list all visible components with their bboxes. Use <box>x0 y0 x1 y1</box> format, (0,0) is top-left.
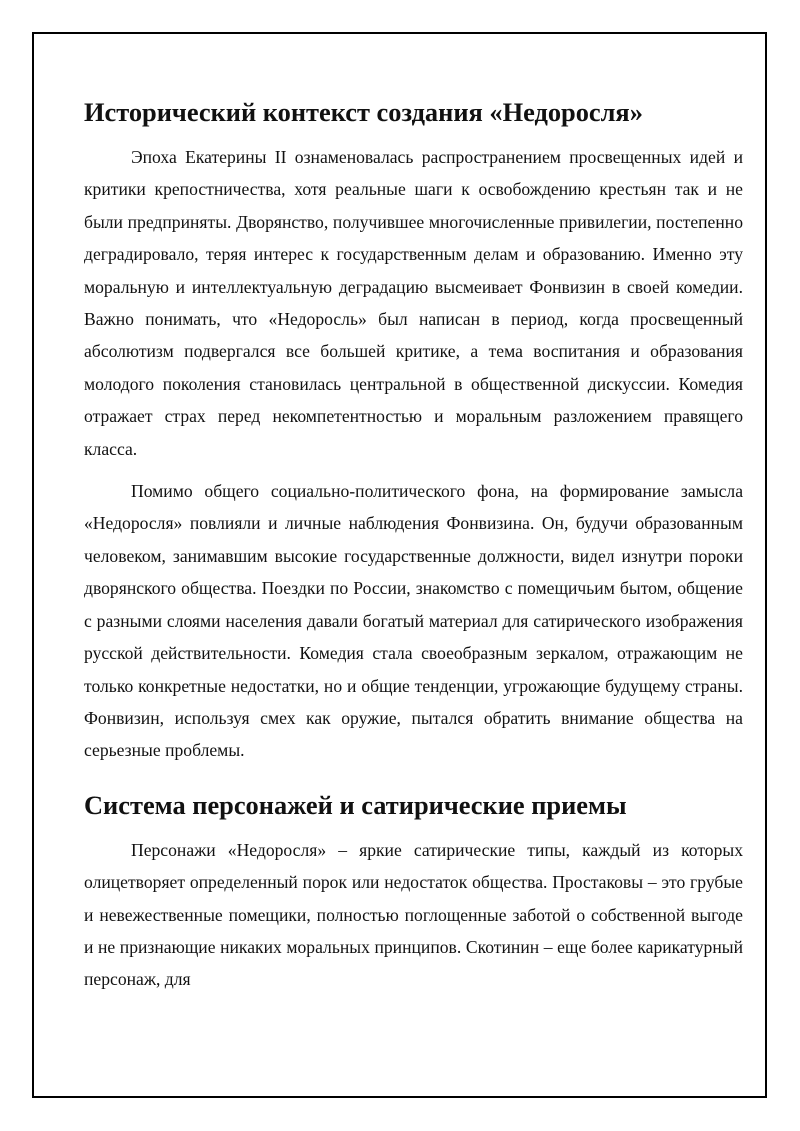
section-heading-characters: Система персонажей и сатирические приемы <box>84 789 627 820</box>
paragraph: Помимо общего социально-политического фона, на формирование замысла «Недоросля» повлияли и личные наблюдения Фонвизина. Он, будучи образованным человеком, занимавшим высокие государственные должности, видел изнутри пороки дворянского общества. Поездки по России, знакомство с помещичьим бытом, общение с разными слоями населения давали богатый материал для сатирического изображения русской действительности. Комедия стала своеобразным зеркалом, отражающим не только конкретные недостатки, но и общие тенденции, угрожающие будущему страны. Фонвизин, используя смех как оружие, пытался обратить внимание общества на серьезные проблемы. <box>84 481 743 761</box>
section-heading-historical-context: Исторический контекст создания «Недоросля» <box>84 97 643 127</box>
paragraph: Персонажи «Недоросля» – яркие сатирические типы, каждый из которых олицетворяет определенный порок или недостаток общества. Простаковы – это грубые и невежественные помещики, полностью поглощенные заботой о собственной выгоде и не признающие никаких моральных принципов. Скотинин – еще более карикатурный персонаж, для <box>84 839 743 990</box>
document-body <box>84 99 743 996</box>
paragraph: Эпоха Екатерины II ознаменовалась распространением просвещенных идей и критики крепостничества, хотя реальные шаги к освобождению крестьян так и не были предприняты. Дворянство, получившее многочисленные привилегии, постепенно деградировало, теряя интерес к государственным делам и образованию. Именно эту моральную и интеллектуальную деградацию высмеивает Фонвизин в своей комедии. Важно понимать, что «Недоросль» был написан в период, когда просвещенный абсолютизм подвергался все большей критике, а тема воспитания и образования молодого поколения становилась центральной в общественной дискуссии. Комедия отражает страх перед некомпетентностью и моральным разложением правящего класса. <box>84 147 743 459</box>
